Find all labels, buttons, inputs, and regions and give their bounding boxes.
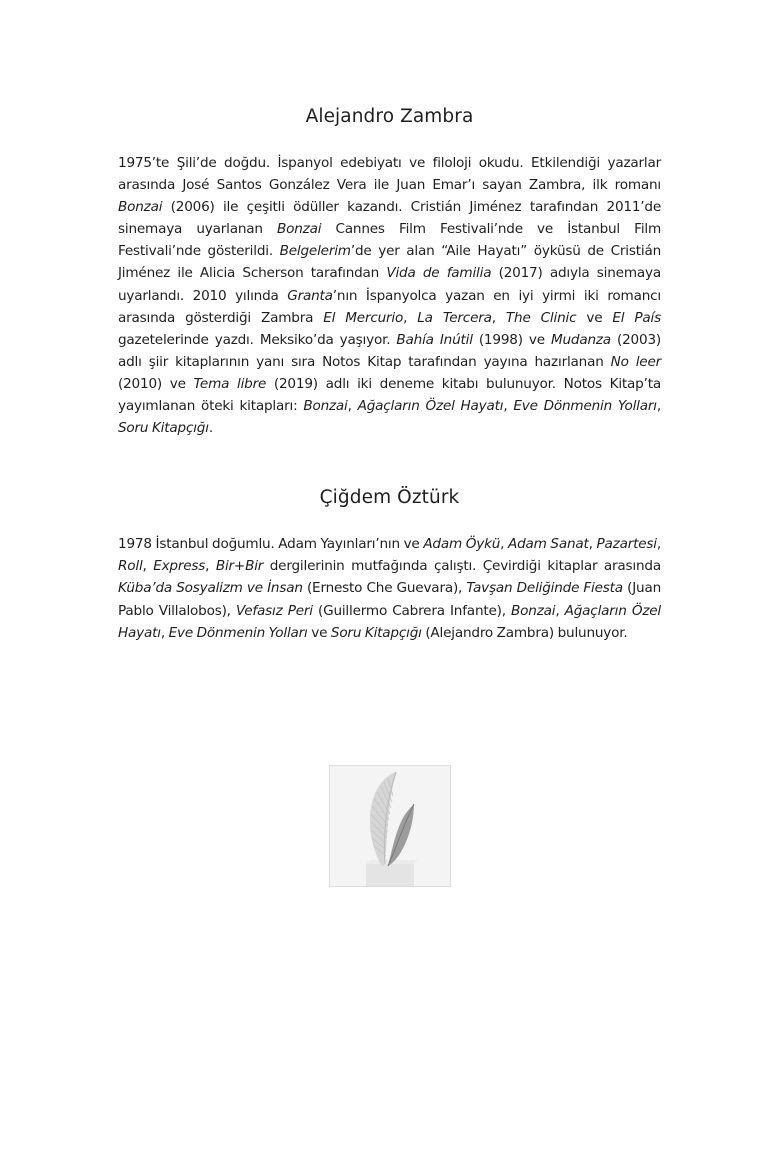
- italic-title-text: Bonzai: [118, 199, 163, 216]
- body-text: (Juan Pablo Villalobos),: [118, 580, 661, 619]
- body-text: ,: [160, 624, 169, 641]
- body-text: ,: [588, 536, 597, 553]
- italic-title-text: Ağaçların Özel Hayatı: [118, 602, 661, 641]
- italic-title-text: Adam Sanat: [508, 536, 589, 553]
- italic-title-text: Bonzai: [277, 221, 322, 238]
- logo-graphic: [330, 766, 450, 886]
- translator-name-heading: Çiğdem Öztürk: [319, 487, 460, 509]
- body-text: .: [208, 420, 213, 437]
- body-text: ,: [491, 309, 506, 326]
- body-text: (1998) ve: [472, 331, 551, 348]
- body-text: ’nın İspanyolca yazan en iyi yirmi iki romancı arasında gösterdiği Zambra: [118, 287, 661, 326]
- body-text: (2017) adıyla sinemaya uyarlandı. 2010 yılında: [118, 265, 661, 304]
- italic-title-text: Eve Dönmenin Yolları: [513, 398, 657, 415]
- body-text: ,: [403, 309, 418, 326]
- italic-title-text: Ağaçların Özel Hayatı: [357, 398, 504, 415]
- author-name-heading: Alejandro Zambra: [305, 106, 474, 127]
- italic-title-text: Küba’da Sosyalizm ve İnsan: [118, 580, 303, 597]
- italic-title-text: No leer: [610, 353, 661, 370]
- body-text: (2010) ve: [118, 375, 194, 392]
- italic-title-text: Bonzai: [511, 602, 556, 619]
- italic-title-text: Express: [153, 558, 206, 575]
- body-text: ,: [555, 602, 565, 619]
- body-text: (2003) adlı şiir kitaplarının yanı sıra Notos Kitap tarafından yayına hazırlanan: [118, 331, 661, 370]
- italic-title-text: La Tercera: [417, 309, 492, 326]
- italic-title-text: Vefasız Peri: [235, 602, 313, 619]
- italic-title-text: Eve Dönmenin Yolları: [168, 624, 308, 641]
- body-text: (Guillermo Cabrera Infante),: [312, 602, 512, 619]
- body-text: ’de yer alan “Aile Hayatı” öyküsü de Cristián Jiménez ile Alicia Scherson tarafından: [118, 243, 661, 282]
- body-text: 1975’te Şili’de doğdu. İspanyol edebiyatı ve filoloji okudu. Etkilendiği yazarlar arasında José Santos González Vera ile Juan Emar’ı sayan Zambra, ilk romanı: [118, 155, 661, 194]
- italic-title-text: Bonzai: [303, 398, 348, 415]
- italic-title-text: Adam Öykü: [423, 536, 501, 553]
- body-text: (2019) adlı iki deneme kitabı bulunuyor. Notos Kitap’ta yayımlanan öteki kitapları:: [118, 375, 661, 415]
- italic-title-text: Soru Kitapçığı: [118, 420, 209, 437]
- italic-title-text: El País: [612, 309, 661, 326]
- body-text: ,: [503, 398, 514, 415]
- body-text: dergilerinin mutfağında çalıştı. Çevirdiği kitaplar arasında: [263, 558, 661, 575]
- body-text: (2006) ile çeşitli ödüller kazandı. Cristián Jiménez tarafından 2011’de sinemaya uyarlanan: [118, 199, 661, 238]
- italic-title-text: Tavşan Deliğinde Fiesta: [466, 580, 623, 597]
- body-text: Cannes Film Festivali’nde ve İstanbul Film Festivali’nde gösterildi.: [118, 221, 662, 260]
- body-text: ,: [500, 536, 509, 553]
- italic-title-text: Mudanza: [550, 331, 611, 348]
- italic-title-text: Bir+Bir: [215, 558, 264, 575]
- author-bio-section: [118, 104, 661, 439]
- body-text: ve: [576, 309, 613, 326]
- body-text: ,: [656, 536, 661, 553]
- bio-page: [118, 104, 661, 644]
- italic-title-text: Tema libre: [193, 375, 267, 392]
- italic-title-text: Bahía Inútil: [396, 331, 473, 348]
- italic-title-text: Belgelerim: [279, 243, 351, 260]
- body-text: (Ernesto Che Guevara),: [302, 580, 467, 597]
- italic-title-text: The Clinic: [505, 309, 577, 326]
- quill-feathers-logo-icon: [329, 765, 451, 887]
- italic-title-text: Pazartesi: [596, 536, 657, 553]
- author-bio-text: [118, 152, 661, 439]
- italic-title-text: Soru Kitapçığı: [330, 624, 422, 641]
- body-text: ve: [307, 624, 331, 641]
- italic-title-text: Granta: [287, 287, 333, 304]
- translator-bio-text: [118, 533, 661, 643]
- body-text: ,: [205, 558, 216, 575]
- body-text: (Alejandro Zambra) bulunuyor.: [421, 624, 628, 641]
- section-spacer: [118, 439, 661, 485]
- italic-title-text: El Mercurio: [323, 309, 404, 326]
- translator-bio-section: [118, 485, 661, 643]
- body-text: gazetelerinde yazdı. Meksiko’da yaşıyor.: [118, 331, 397, 348]
- body-text: ,: [142, 558, 154, 575]
- italic-title-text: Vida de familia: [386, 265, 492, 282]
- body-text: ,: [656, 398, 661, 415]
- body-text: ,: [347, 398, 358, 415]
- italic-title-text: Roll: [118, 558, 143, 575]
- body-text: 1978 İstanbul doğumlu. Adam Yayınları’nın ve: [118, 536, 424, 553]
